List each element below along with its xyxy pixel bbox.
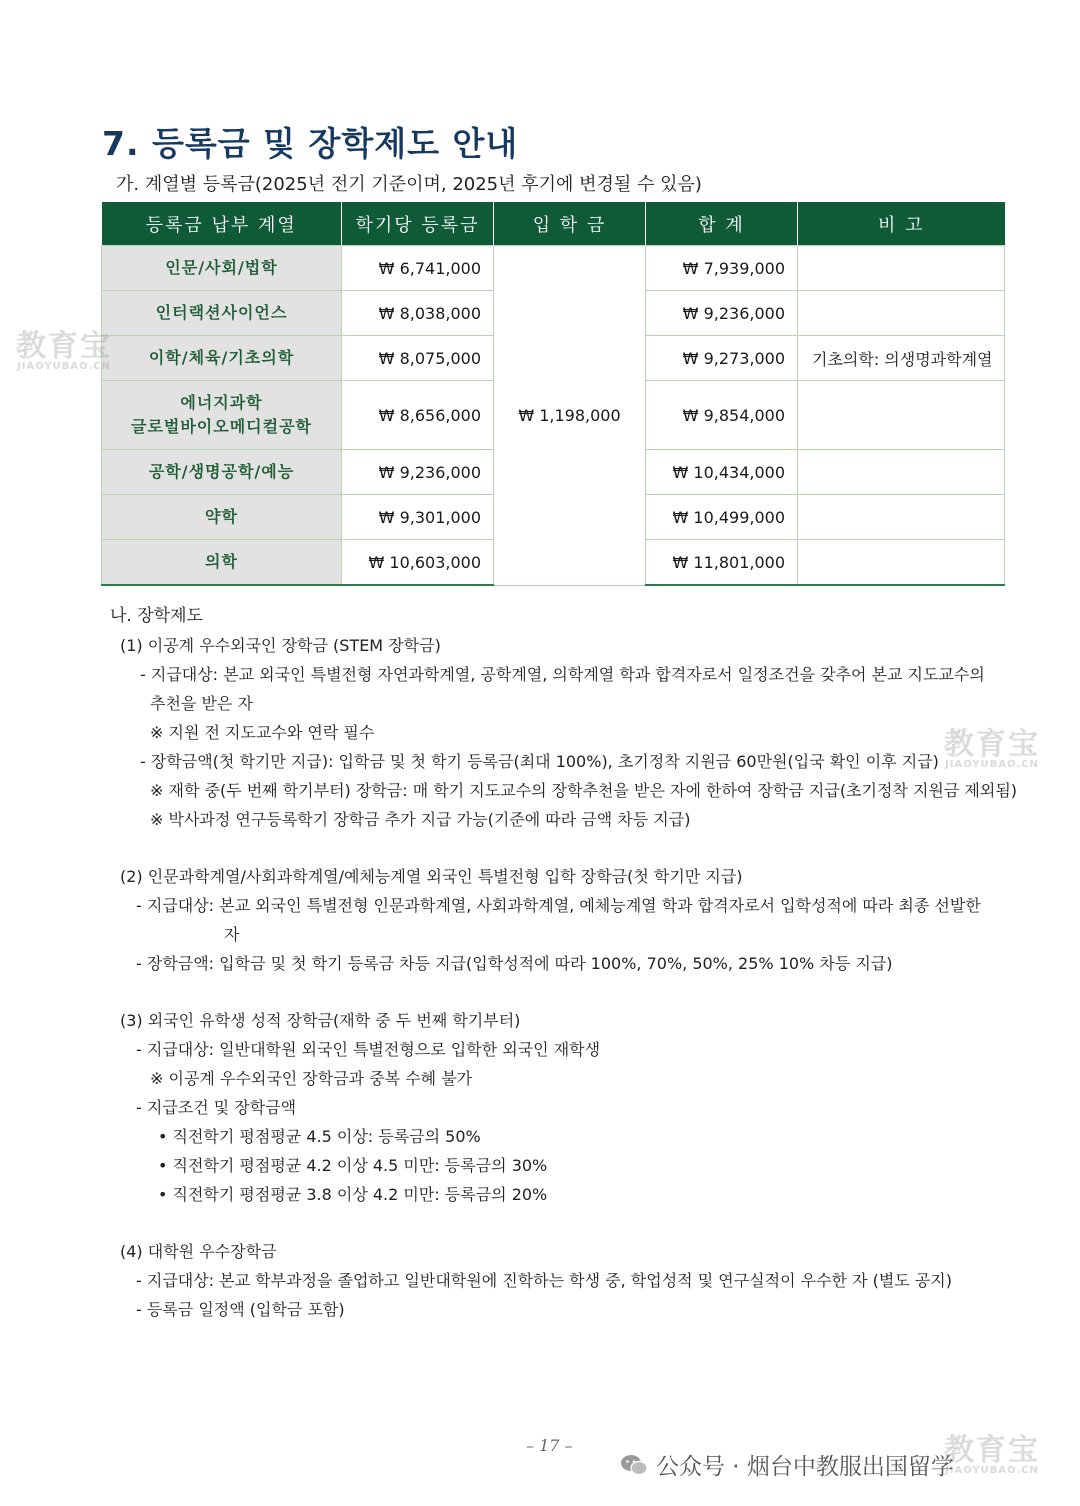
scholarship-bullet: • 직전학기 평점평균 4.5 이상: 등록금의 50% (158, 1127, 481, 1146)
row-note (798, 291, 1005, 336)
row-category: 인문/사회/법학 (102, 246, 342, 291)
scholarship-line: 자 (224, 925, 240, 944)
tuition-subtitle: 가. 계열별 등록금(2025년 전기 기준이며, 2025년 후기에 변경될 수 있음) (116, 174, 702, 195)
row-total: ₩ 11,801,000 (646, 540, 798, 586)
row-tuition: ₩ 9,301,000 (342, 495, 494, 540)
scholarship-note: ※ 박사과정 연구등록학기 장학금 추가 지급 가능(기준에 따라 금액 차등 지급) (150, 810, 691, 829)
row-category: 약학 (102, 495, 342, 540)
scholarship-heading: (1) 이공계 우수외국인 장학금 (STEM 장학금) (120, 636, 441, 655)
row-total: ₩ 9,273,000 (646, 336, 798, 381)
row-tuition: ₩ 6,741,000 (342, 246, 494, 291)
scholarship-line: - 등록금 일정액 (입학금 포함) (136, 1300, 345, 1319)
row-total: ₩ 7,939,000 (646, 246, 798, 291)
row-note (798, 381, 1005, 450)
scholarship-line: - 지급조건 및 장학금액 (136, 1098, 297, 1117)
scholarship-note: ※ 지원 전 지도교수와 연락 필수 (150, 723, 375, 742)
scholarship-heading: (4) 대학원 우수장학금 (120, 1242, 277, 1261)
admission-fee-cell: ₩ 1,198,000 (494, 246, 646, 586)
header-tuition: 학기당 등록금 (342, 202, 494, 246)
scholarship-heading: (2) 인문과학계열/사회과학계열/예체능계열 외국인 특별전형 입학 장학금(첫 학기만 지급) (120, 867, 743, 886)
wechat-icon (620, 1453, 648, 1477)
row-category: 인터랙션사이언스 (102, 291, 342, 336)
page-number: – 17 – (526, 1436, 573, 1455)
table-row (102, 246, 1005, 291)
row-note (798, 495, 1005, 540)
row-total: ₩ 9,236,000 (646, 291, 798, 336)
header-admission-fee: 입 학 금 (494, 202, 646, 246)
footer-text: 公众号 · 烟台中教服出国留学 (656, 1454, 954, 1480)
watermark-logo: 教育宝 JIAOYUBAO.CN (944, 727, 1040, 770)
scholarship-bullet: • 직전학기 평점평균 4.2 이상 4.5 미만: 등록금의 30% (158, 1156, 548, 1175)
scholarship-line: 추천을 받은 자 (150, 694, 253, 713)
scholarship-line: - 장학금액: 입학금 및 첫 학기 등록금 차등 지급(입학성적에 따라 100%, 70%, 50%, 25% 10% 차등 지급) (136, 954, 893, 973)
scholarship-line: - 지급대상: 본교 외국인 특별전형 인문과학계열, 사회과학계열, 예체능계열 학과 합격자로서 입학성적에 따라 최종 선발한 (136, 896, 981, 915)
page-title: 7. 등록금 및 장학제도 안내 (102, 124, 519, 163)
row-total: ₩ 10,434,000 (646, 450, 798, 495)
scholarship-heading: (3) 외국인 유학생 성적 장학금(재학 중 두 번째 학기부터) (120, 1011, 521, 1030)
table-header-row (102, 202, 1005, 246)
watermark-logo: 教育宝 JIAOYUBAO.CN (16, 329, 112, 372)
scholarship-note: ※ 이공계 우수외국인 장학금과 중복 수혜 불가 (150, 1069, 473, 1088)
scholarship-title: 나. 장학제도 (110, 606, 203, 626)
row-tuition: ₩ 9,236,000 (342, 450, 494, 495)
row-tuition: ₩ 8,656,000 (342, 381, 494, 450)
row-note: 기초의학: 의생명과학계열 (798, 336, 1005, 381)
row-tuition: ₩ 10,603,000 (342, 540, 494, 586)
scholarship-line: - 장학금액(첫 학기만 지급): 입학금 및 첫 학기 등록금(최대 100%), 초기정착 지원금 60만원(입국 확인 이후 지급) (140, 752, 939, 771)
row-total: ₩ 10,499,000 (646, 495, 798, 540)
scholarship-note: ※ 재학 중(두 번째 학기부터) 장학금: 매 학기 지도교수의 장학추천을 받은 자에 한하여 장학금 지급(초기정착 지원금 제외됨) (150, 781, 1018, 800)
wechat-footer (620, 1448, 954, 1481)
scholarship-line: - 지급대상: 본교 외국인 특별전형 자연과학계열, 공학계열, 의학계열 학과 합격자로서 일정조건을 갖추어 본교 지도교수의 (140, 665, 985, 684)
scholarship-section (110, 602, 1018, 1324)
row-category: 이학/체육/기초의학 (102, 336, 342, 381)
watermark-logo: 教育宝 JIAOYUBAO.CN (944, 1433, 1040, 1476)
scholarship-line: - 지급대상: 본교 학부과정을 졸업하고 일반대학원에 진학하는 학생 중, 학업성적 및 연구실적이 우수한 자 (별도 공지) (136, 1271, 953, 1290)
header-note: 비 고 (798, 202, 1005, 246)
row-category: 에너지과학 글로벌바이오메디컬공학 (102, 381, 342, 450)
row-tuition: ₩ 8,075,000 (342, 336, 494, 381)
tuition-table (101, 202, 1005, 586)
row-tuition: ₩ 8,038,000 (342, 291, 494, 336)
scholarship-bullet: • 직전학기 평점평균 3.8 이상 4.2 미만: 등록금의 20% (158, 1185, 548, 1204)
row-category: 의학 (102, 540, 342, 586)
header-total: 합 계 (646, 202, 798, 246)
row-note (798, 246, 1005, 291)
row-note (798, 450, 1005, 495)
row-category: 공학/생명공학/예능 (102, 450, 342, 495)
row-total: ₩ 9,854,000 (646, 381, 798, 450)
row-note (798, 540, 1005, 586)
header-category: 등록금 납부 계열 (102, 202, 342, 246)
scholarship-line: - 지급대상: 일반대학원 외국인 특별전형으로 입학한 외국인 재학생 (136, 1040, 601, 1059)
